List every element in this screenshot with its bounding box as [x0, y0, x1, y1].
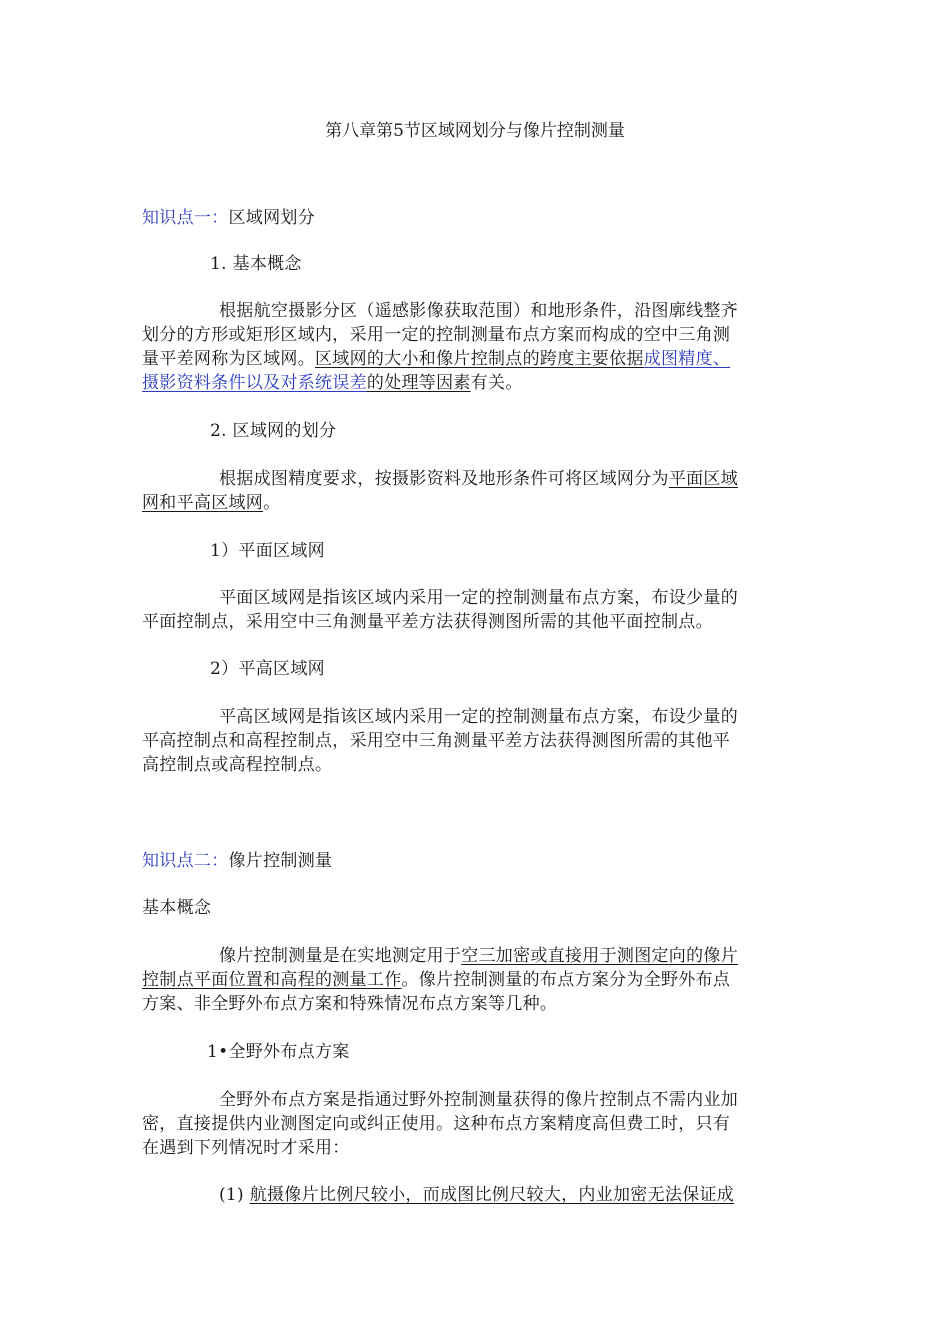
kp1-s1-p1-line2: 划分的方形或矩形区域内，采用一定的控制测量布点方案而构成的空中三角测 — [142, 325, 731, 345]
kp2-basic-heading: 基本概念 — [142, 898, 212, 918]
kp1-s1-p1-line3 — [142, 347, 730, 371]
underlined-text: 网和平高区域网 — [142, 493, 264, 513]
kp1-heading — [142, 206, 315, 230]
kp1-sub2-p-line3: 高控制点或高程控制点。 — [142, 755, 333, 775]
kp2-s1-p-line3: 在遇到下列情况时才采用： — [142, 1138, 350, 1158]
kp2-list-item-1 — [219, 1183, 734, 1207]
kp2-s1-p-line2: 密，直接提供内业测图定向或纠正使用。这种布点方案精度高但费工时，只有 — [142, 1114, 731, 1134]
kp2-p1-line3: 方案、非全野外布点方案和特殊情况布点方案等几种。 — [142, 994, 558, 1014]
kp1-sub2-p-line2: 平高控制点和高程控制点，采用空中三角测量平差方法获得测图所需的其他平 — [142, 731, 731, 751]
text-run: 量平差网称为区域网。 — [142, 349, 315, 369]
kp1-label: 知识点一： — [142, 208, 229, 228]
kp1-sub2-p-line1: 平高区域网是指该区域内采用一定的控制测量布点方案，布设少量的 — [219, 707, 738, 727]
underlined-text: 航摄像片比例尺较小，而成图比例尺较大，内业加密无法保证成 — [249, 1185, 735, 1205]
text-run: 根据成图精度要求，按摄影资料及地形条件可将区域网分为 — [219, 469, 669, 489]
kp2-title: 像片控制测量 — [228, 851, 333, 871]
hyperlink-text[interactable]: 成图精度、 — [643, 349, 731, 369]
kp2-label: 知识点二： — [142, 851, 229, 871]
kp1-sub2-heading: 2）平高区域网 — [210, 659, 325, 679]
kp2-s1-p-line1: 全野外布点方案是指通过野外控制测量获得的像片控制点不需内业加 — [219, 1090, 738, 1110]
kp1-title: 区域网划分 — [228, 208, 315, 228]
kp2-p1-line1 — [219, 944, 738, 968]
kp1-s2-p1-line2 — [142, 491, 280, 515]
hyperlink-text[interactable]: 摄影资料条件以及对系统误差 — [142, 373, 367, 393]
kp1-sub1-heading: 1）平面区域网 — [210, 541, 325, 561]
kp1-sub1-p-line2: 平面控制点，采用空中三角测量平差方法获得测图所需的其他平面控制点。 — [142, 612, 713, 632]
kp1-s1-heading: 1. 基本概念 — [210, 254, 302, 274]
kp2-heading — [142, 849, 332, 873]
underlined-text: 的处理等因素 — [366, 373, 471, 393]
text-run: 。像片控制测量的布点方案分为全野外布点 — [401, 970, 731, 990]
kp1-sub1-p-line1: 平面区域网是指该区域内采用一定的控制测量布点方案，布设少量的 — [219, 588, 738, 608]
kp1-s2-p1-line1 — [219, 467, 738, 491]
list-number: (1) — [219, 1185, 244, 1205]
kp1-s1-p1-line1: 根据航空摄影分区（遥感影像获取范围）和地形条件，沿图廓线整齐 — [219, 301, 738, 321]
underlined-text: 平面区域 — [668, 469, 739, 489]
kp1-s2-heading: 2. 区域网的划分 — [210, 421, 337, 441]
kp2-s1-heading: 1•全野外布点方案 — [207, 1042, 350, 1062]
kp1-s1-p1-line4 — [142, 371, 523, 395]
text-run: 。 — [263, 493, 281, 513]
underlined-text: 区域网的大小和像片控制点的跨度主要依据 — [315, 349, 644, 369]
kp2-p1-line2 — [142, 968, 730, 992]
text-run: 有关。 — [470, 373, 523, 393]
text-run: 像片控制测量是在实地测定用于 — [219, 946, 462, 966]
underlined-text: 空三加密或直接用于测图定向的像片 — [461, 946, 739, 966]
underlined-text: 控制点平面位置和高程的测量工作 — [142, 970, 402, 990]
page-title: 第八章第5节区域网划分与像片控制测量 — [325, 121, 625, 141]
